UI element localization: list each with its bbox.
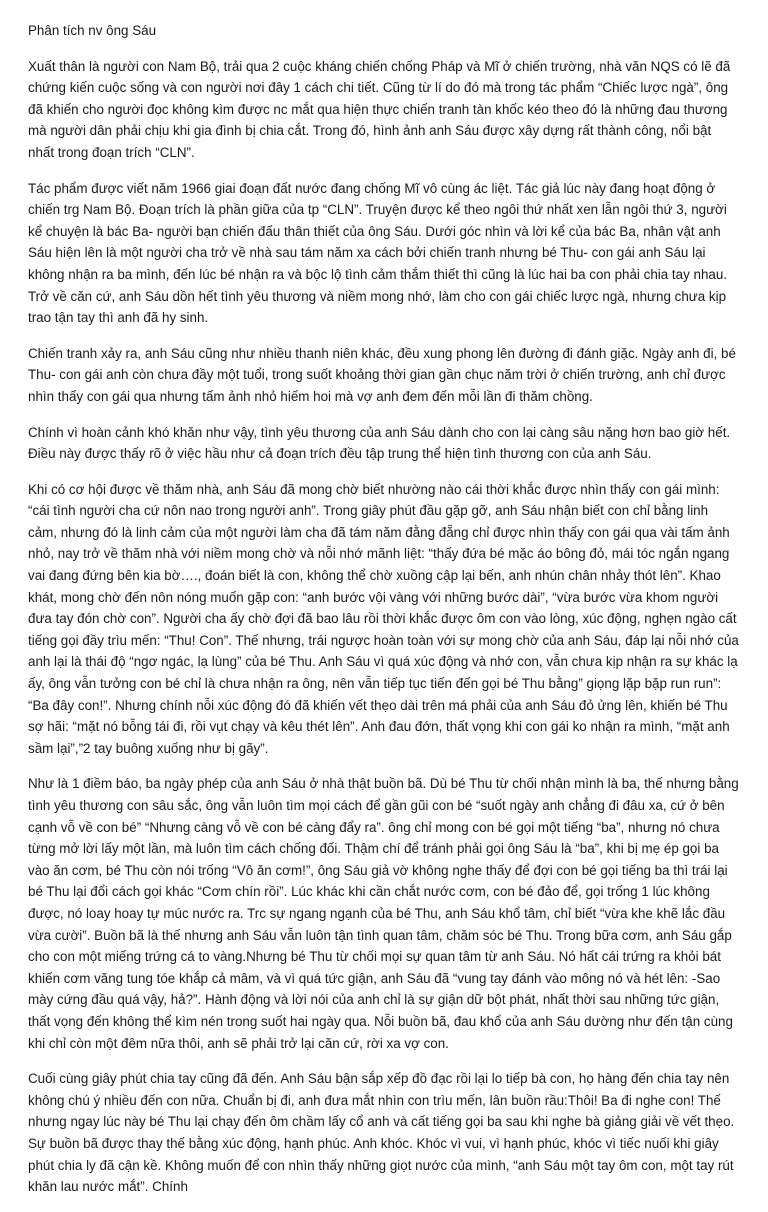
paragraph-reunion: Khi có cơ hội được về thăm nhà, anh Sáu đã mong chờ biết nhường nào cái thời khắc được nhìn thấy con gái mình: “cái tình người cha cứ nôn nao trong người anh”. Trong giây phút đầu gặp gỡ, anh Sáu nhận biết con chỉ bằng linh cảm, nhưng đó là linh cảm của một người làm cha đã tám năm đằng đẵng chỉ được nhìn thấy con gái qua vài tấm ảnh nhỏ, nay trở về thăm nhà với niềm mong chờ và nỗi nhớ mãnh liệt: “thấy đứa bé mặc áo bông đỏ, mái tóc ngắn ngang vai đang đứng bên kia bờ…., đoán biết là con, không thể chờ xuồng cập lại bến, anh nhún chân nhảy thót lên”. Khao khát, mong chờ đến nôn nóng muốn gặp con: “anh bước vội vàng với những bước dài”, “vừa bước vừa khom người đưa tay đón chờ con”. Người cha ấy chờ đợi đã bao lâu rồi thời khắc được ôm con vào lòng, xúc động, nghẹn ngào cất tiếng gọi đầy trìu mến: “Thu! Con”. Thế nhưng, trái ngược hoàn toàn với sự mong chờ của anh Sáu, đáp lại nỗi nhớ của anh lại là thái độ “ngơ ngác, lạ lùng” của bé Thu. Anh Sáu vì quá xúc động và nhớ con, vẫn chưa kịp nhận ra sự khác lạ ấy, ông vẫn tưởng con bé chỉ là chưa nhận ra ông, nên vẫn tiếp tục tiến đến gọi bé Thu bằng” giọng lặp bặp run run”: “Ba đây con!”. Nhưng chính nỗi xúc động đó đã khiến vết thẹo dài trên má phải của anh Sáu đỏ ửng lên, khiến bé Thu sợ hãi: “mặt nó bỗng tái đi, rồi vụt chạy và kêu thét lên”. Anh đau đớn, thất vọng khi con gái ko nhận ra mình, “mặt anh sầm lại”,”2 tay buông xuống như bị gãy”. [28,481,739,756]
document-title: Phân tích nv ông Sáu [28,23,157,38]
paragraph-war: Chiến tranh xảy ra, anh Sáu cũng như nhiều thanh niên khác, đều xung phong lên đường đi đánh giặc. Ngày anh đi, bé Thu- con gái anh còn chưa đầy một tuổi, trong suốt khoảng thời gian gần chục năm trời ở chiến trường, anh chỉ được nhìn thấy con gái qua nhưng tấm ảnh nhỏ hiếm hoi mà vợ anh đem đến mỗi lần đi thăm chồng. [28,345,736,404]
paragraph-intro: Xuất thân là người con Nam Bộ, trải qua 2 cuộc kháng chiến chống Pháp và Mĩ ở chiến trường, nhà văn NQS có lẽ đã chứng kiến cuộc sống và con người nơi đây 1 cách chi tiết. Cũng từ lí do đó mà trong tác phẩm “Chiếc lược ngà”, ông đã khiến cho người đọc không kìm được nc mắt qua hiện thực chiến tranh tàn khốc kéo theo đó là những đau thương mà người dân phải chịu khi gia đình bị chia cắt. Trong đó, hình ảnh anh Sáu được xây dựng rất thành công, nổi bật nhất trong đoạn trích “CLN”. [28,58,731,160]
document-page [28,20,740,1212]
paragraph-three-days: Như là 1 điềm báo, ba ngày phép của anh Sáu ở nhà thật buồn bã. Dù bé Thu từ chối nhận mình là ba, thế nhưng bằng tình yêu thương con sâu sắc, ông vẫn luôn tìm mọi cách để gần gũi con bé “suốt ngày anh chẳng đi đâu xa, cứ ở bên cạnh vỗ về con bé” “Nhưng càng vỗ về con bé càng đẩy ra”. ông chỉ mong con bé gọi một tiếng “ba”, nhưng nó chưa từng mở lời lấy một lần, mà luôn tìm cách chống đối. Thậm chí để tránh phải gọi ông Sáu là “ba”, khi bị mẹ ép gọi ba vào ăn cơm, bé Thu còn nói trống “Vô ăn cơm!”, ông Sáu giả vờ không nghe thấy để đợi con bé gọi tiếng ba thì trái lại bé Thu lại đổi cách gọi khác “Cơm chín rồi”. Lúc khác khi cần chắt nước cơm, con bé đảo để, gọi trống 1 lúc không được, nó loay hoay tự múc nước ra. Trc sự ngang ngạnh của bé Thu, anh Sáu khổ tâm, chỉ biết “vừa khe khẽ lắc đầu vừa cười”. Buồn bã là thế nhưng anh Sáu vẫn luôn tận tình quan tâm, chăm sóc bé Thu. Trong bữa cơm, anh Sáu gắp cho con một miếng trứng cá to vàng.Nhưng bé Thu từ chối mọi sự quan tâm từ anh Sáu. Nó hất cái trứng ra khỏi bát khiến cơm văng tung tóe khắp cả mâm, và vì quá tức giận, anh Sáu đã “vung tay đánh vào mông nó và hét lên: -Sao mày cứng đầu quá vậy, hả?”. Hành động và lời nói của anh chỉ là sự giận dữ bột phát, nhất thời sau những tức giận, thất vọng đến không thể kìm nén trong suốt hai ngày qua. Nỗi buồn bã, đau khổ của anh Sáu dường như đến tận cùng khi chỉ còn một đêm nữa thôi, anh sẽ phải trở lại căn cứ, rời xa vợ con. [28,776,739,1051]
paragraph-love: Chính vì hoàn cảnh khó khăn như vậy, tình yêu thương của anh Sáu dành cho con lại càng sâu nặng hơn bao giờ hết. Điều này được thấy rõ ở việc hầu như cả đoạn trích đều tập trung thể hiện tình thương con của anh Sáu. [28,424,731,462]
paragraph-context: Tác phẩm được viết năm 1966 giai đoạn đất nước đang chống Mĩ vô cùng ác liệt. Tác giả lúc này đang hoạt động ở chiến trg Nam Bộ. Đoạn trích là phần giữa của tp “CLN”. Truyện được kể theo ngôi thứ nhất xen lẫn ngôi thứ 3, người kể chuyện là bác Ba- người bạn chiến đấu thân thiết của ông Sáu. Dưới góc nhìn và lời kể của bác Ba, nhân vật anh Sáu hiện lên là một người cha trở về nhà sau tám năm xa cách bởi chiến tranh nhưng bé Thu- con gái anh Sáu lại không nhận ra ba mình, đến lúc bé nhận ra và bộc lộ tình cảm thắm thiết thì cũng là lúc hai ba con phải chia tay nhau. Trở về căn cứ, anh Sáu dồn hết tình yêu thương và niềm mong nhớ, làm cho con gái chiếc lược ngà, nhưng chưa kịp trao tận tay thì anh đã hy sinh. [28,180,728,326]
paragraph-farewell: Cuối cùng giây phút chia tay cũng đã đến. Anh Sáu bận sắp xếp đồ đạc rồi lại lo tiếp bà con, họ hàng đến chia tay nên không chú ý nhiều đến con nữa. Chuẩn bị đi, anh đưa mắt nhìn con trìu mến, lân buồn rầu:Thôi! Ba đi nghe con! Thế nhưng ngay lúc này bé Thu lại chạy đến ôm chầm lấy cổ anh và cất tiếng gọi ba sau khi nghe bà giảng giải về vết thẹo. Sự buồn bã được thay thế bằng xúc động, hạnh phúc. Anh khóc. Khóc vì vui, vì hạnh phúc, khóc vì tiếc nuối khi giây phút chia ly đã cận kề. Không muốn để con nhìn thấy những giọt nước của mình, “anh Sáu một tay ôm con, một tay rút khăn lau nước mắt”. Chính [28,1071,735,1195]
